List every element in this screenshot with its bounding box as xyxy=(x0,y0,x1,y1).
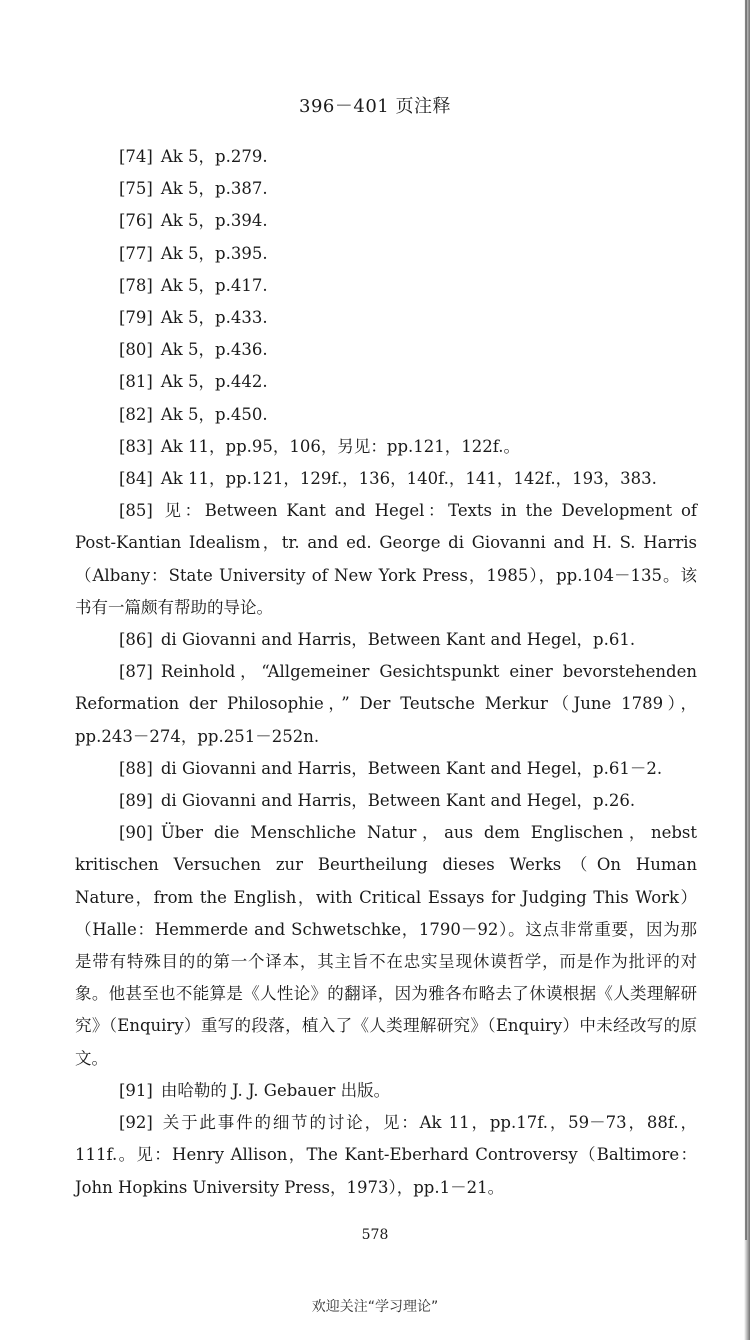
note-number: [82] xyxy=(119,404,153,424)
note-text: Ak 5，p.279. xyxy=(160,147,268,166)
endnote-75 xyxy=(75,173,697,205)
note-number: [83] xyxy=(119,436,153,456)
note-text: 见：Between Kant and Hegel：Texts in the Development of Post-Kantian Idealism，tr. and ed. George di Giovanni and H. S. Harris（Albany：State University of New York Press，1985），pp.104－135。该书有一篇颇有帮助的导论。 xyxy=(75,501,697,617)
endnotes-list xyxy=(75,141,697,1204)
endnote-87 xyxy=(75,656,697,753)
endnote-83 xyxy=(75,431,697,463)
note-text: di Giovanni and Harris，Between Kant and Hegel，p.26. xyxy=(160,791,636,811)
note-number: [92] xyxy=(119,1113,153,1133)
note-number: [78] xyxy=(119,275,153,295)
note-text: Ak 11，pp.95，106，另见：pp.121，122f.。 xyxy=(160,436,521,456)
endnote-76 xyxy=(75,205,697,237)
note-number: [89] xyxy=(119,791,153,811)
note-number: [74] xyxy=(119,147,153,166)
note-text: Ak 5，p.394. xyxy=(160,211,268,231)
binding-edge-line xyxy=(745,0,747,1240)
note-text: Ak 11，pp.121，129f.，136，140f.，141，142f.，193，383. xyxy=(160,469,657,489)
note-text: 关于此事件的细节的讨论，见：Ak 11，pp.17f.，59－73，88f.，111f.。见：Henry Allison，The Kant-Eberhard Controversy（Baltimore：John Hopkins University Press，1973），pp.1－21。 xyxy=(75,1113,697,1197)
endnote-77 xyxy=(75,238,697,270)
endnote-90 xyxy=(75,817,697,1075)
endnote-86 xyxy=(75,624,697,656)
endnote-80 xyxy=(75,334,697,366)
note-text: 由哈勒的 J. J. Gebauer 出版。 xyxy=(160,1080,391,1100)
note-number: [75] xyxy=(119,179,153,199)
note-text: Ak 5，p.417. xyxy=(160,275,268,295)
note-text: Ak 5，p.387. xyxy=(160,179,268,199)
note-text: Ak 5，p.436. xyxy=(160,340,268,360)
endnote-89 xyxy=(75,785,697,817)
note-number: [87] xyxy=(119,662,153,682)
page-number: 578 xyxy=(361,1227,389,1243)
endnote-85 xyxy=(75,495,697,624)
running-header: 396－401 页注释 xyxy=(299,96,451,117)
note-number: [85] xyxy=(119,501,153,521)
note-number: [91] xyxy=(119,1080,153,1100)
note-text: Ak 5，p.442. xyxy=(160,372,268,392)
note-number: [79] xyxy=(119,308,153,328)
endnote-81 xyxy=(75,366,697,398)
note-text: di Giovanni and Harris，Between Kant and Hegel，p.61. xyxy=(160,630,636,650)
note-number: [84] xyxy=(119,469,153,489)
note-text: Ak 5，p.450. xyxy=(160,404,268,424)
endnote-78 xyxy=(75,270,697,302)
note-text: Ak 5，p.395. xyxy=(160,243,268,263)
note-text: Ak 5，p.433. xyxy=(160,308,268,328)
note-number: [88] xyxy=(119,758,153,778)
endnote-88 xyxy=(75,753,697,785)
note-text: Reinhold，“Allgemeiner Gesichtspunkt einer bevorstehenden Reformation der Philosophie，” Der Teutsche Merkur（June 1789），pp.243－274，pp.251－252n. xyxy=(75,662,697,746)
note-text: di Giovanni and Harris，Between Kant and Hegel，p.61－2. xyxy=(160,758,663,778)
note-number: [77] xyxy=(119,243,153,263)
note-text: Über die Menschliche Natur，aus dem Englischen，nebst kritischen Versuchen zur Beurtheilung dieses Werks（On Human Nature，from the English，with Critical Essays for Judging This Work）（Halle：Hemmerde and Schwetschke，1790－92）。这点非常重要，因为那是带有特殊目的的第一个译本，其主旨不在忠实呈现休谟哲学，而是作为批评的对象。他甚至也不能算是《人性论》的翻译，因为雅各布略去了休谟根据《人类理解研究》（Enquiry）重写的段落，植入了《人类理解研究》（Enquiry）中未经改写的原文。 xyxy=(75,823,697,1068)
note-number: [81] xyxy=(119,372,153,392)
note-number: [80] xyxy=(119,340,153,360)
endnote-84 xyxy=(75,463,697,495)
footer-watermark-text: 欢迎关注“学习理论” xyxy=(311,1299,439,1315)
endnote-74 xyxy=(75,141,697,173)
endnote-91 xyxy=(75,1075,697,1107)
note-number: [76] xyxy=(119,211,153,231)
endnote-92 xyxy=(75,1107,697,1204)
endnote-82 xyxy=(75,399,697,431)
note-number: [90] xyxy=(119,823,153,843)
note-number: [86] xyxy=(119,630,153,650)
endnote-79 xyxy=(75,302,697,334)
